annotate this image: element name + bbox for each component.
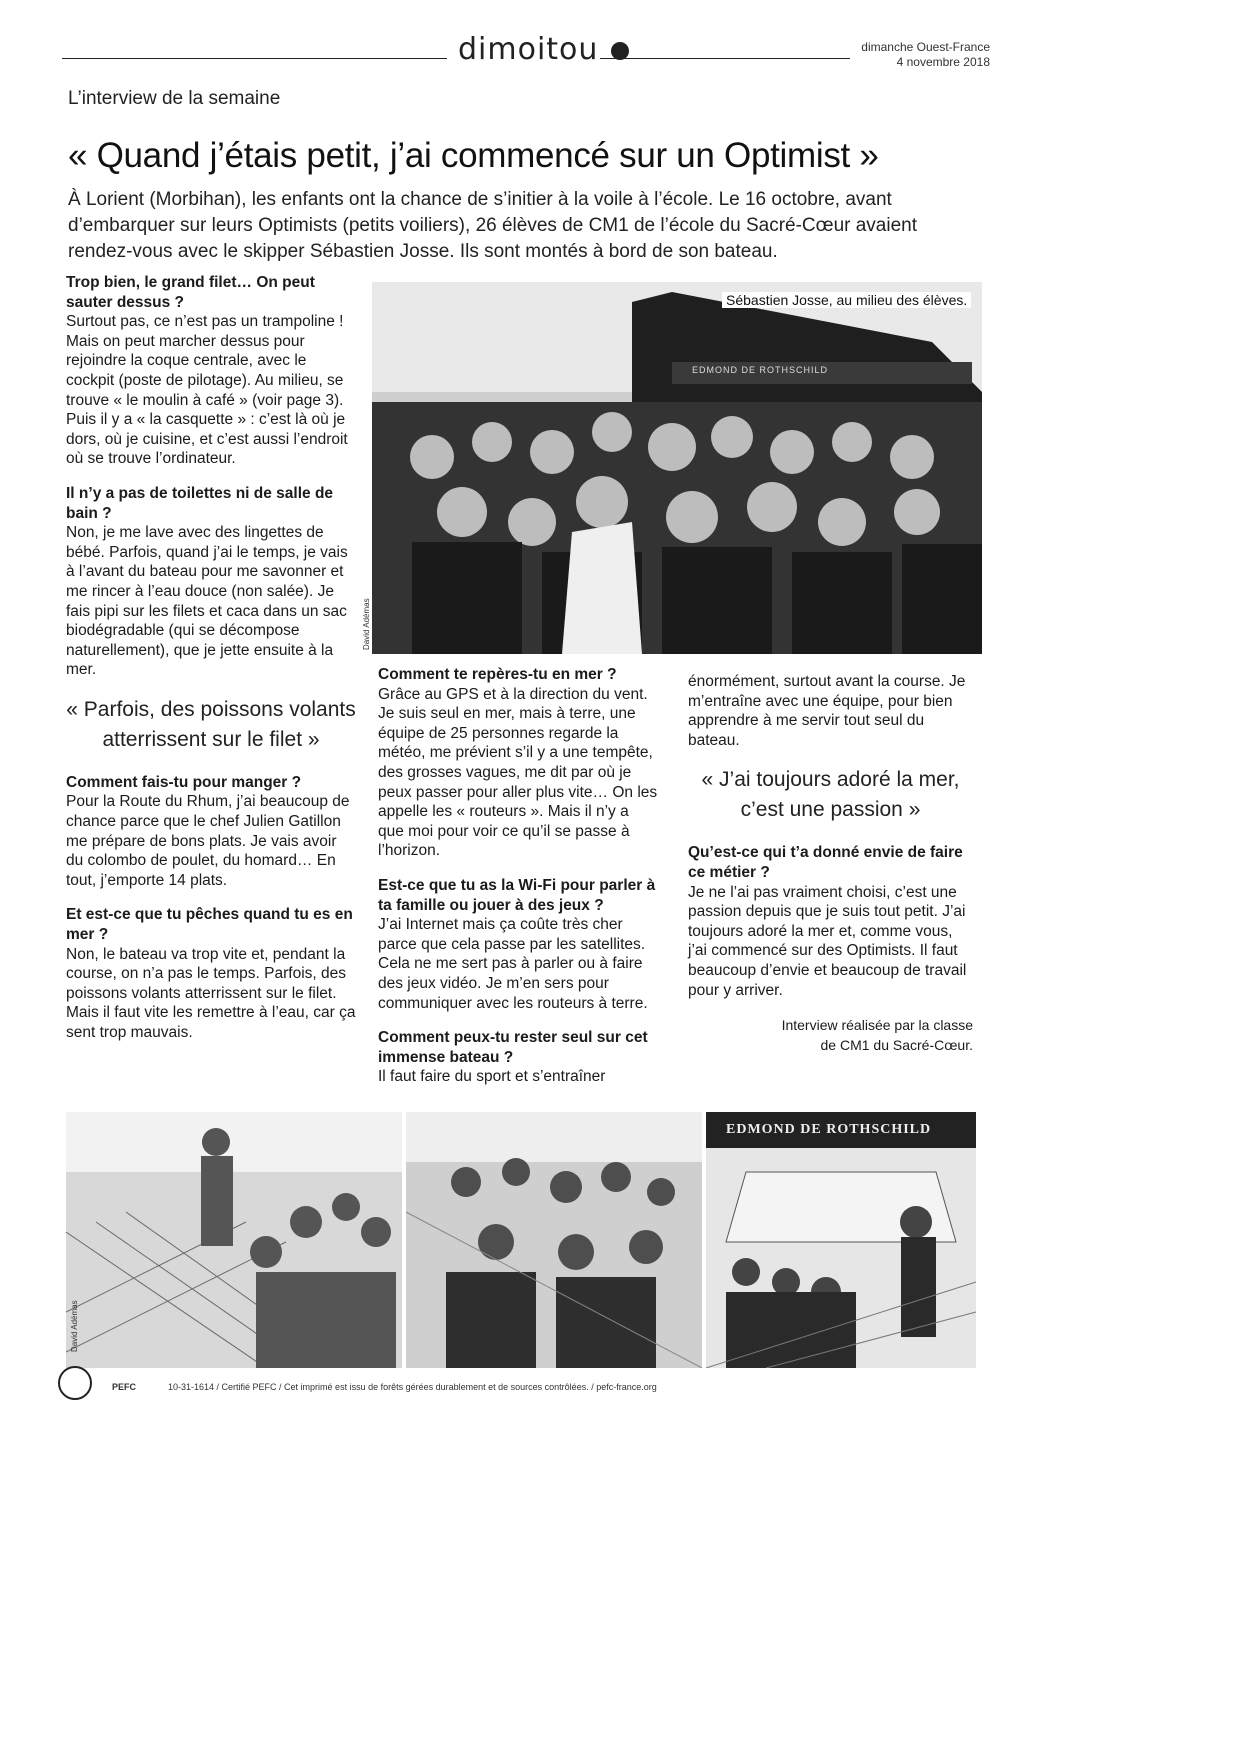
pefc-logo: PEFC xyxy=(112,1382,137,1392)
pefc-text: 10-31-1614 / Certifié PEFC / Cet imprimé est issu de forêts gérées durablement et de sources contrôlées. / pefc-france.org xyxy=(168,1382,657,1392)
headline: « Quand j’étais petit, j’ai commencé sur un Optimist » xyxy=(68,136,879,175)
answer: Grâce au GPS et à la direction du vent. Je suis seul en mer, mais à terre, une équipe de 25 personnes regarde la météo, me prévient s’il y a une tempête, des grosses vagues, me dit par où je peux passer pour aller plus vite… On les appelle les « routeurs ». Mais il n’y a que moi pour voir ce qu’il se passe à l’horizon. xyxy=(378,685,658,860)
answer: J’ai Internet mais ça coûte très cher parce que cela passe par les satellites. Cela ne me sert pas à parler ou à faire des jeux vidéo. Je m’en sers pour communiquer avec les routeurs à terre. xyxy=(378,916,648,1012)
column-3 xyxy=(688,672,973,1055)
answer: Il faut faire du sport et s’entraîner xyxy=(378,1068,606,1086)
brand-logo xyxy=(458,32,629,67)
qa-2 xyxy=(66,484,356,680)
column-2 xyxy=(378,665,658,1102)
bottom-photo-3 xyxy=(706,1112,976,1368)
chapeau: À Lorient (Morbihan), les enfants ont la chance de s’initier à la voile à l’école. Le 16 octobre, avant d’embarquer sur leurs Optimists (petits voiliers), 26 élèves de CM1 de l’école du Sacré-Cœur avaient rendez-vous avec le skipper Sébastien Josse. Ils sont montés à bord de son bateau. xyxy=(68,189,918,262)
question: Comment fais-tu pour manger ? xyxy=(66,773,302,791)
question: Et est-ce que tu pêches quand tu es en mer ? xyxy=(66,906,353,944)
answer: Surtout pas, ce n’est pas un trampoline ! Mais on peut marcher dessus pour rejoindre la coque centrale, avec le cockpit (poste de pilotage). Au milieu, se trouve « le moulin à café » (voir page 3). Puis il y a « la casquette » : c’est là où je dors, où je cuisine, et c’est aussi l’endroit où se trouve l’ordinateur. xyxy=(66,313,348,468)
answer: Non, le bateau va trop vite et, pendant la course, on n’a pas le temps. Parfois, des poissons volants atterrissent sur le filet. Mais il faut vite les remettre à l’eau, car ça sent trop mauvais. xyxy=(66,945,356,1041)
bottom-photo-2-graphic xyxy=(406,1112,702,1368)
qa-2 xyxy=(378,876,658,1013)
question: Comment te repères-tu en mer ? xyxy=(378,666,617,683)
qa-1 xyxy=(688,843,973,1000)
answer: Non, je me lave avec des lingettes de bébé. Parfois, quand j’ai le temps, je vais à l’avant du bateau pour me savonner et me rincer à l’eau douce (non salée). Je fais pipi sur les filets et caca dans un sac biodégradable (qui se décompose naturellement), que je jette ensuite à la mer. xyxy=(66,524,348,679)
header-rule-left xyxy=(62,58,447,59)
brand-text: dimoitou xyxy=(458,32,599,67)
column-1 xyxy=(66,273,356,1058)
rubric: L’interview de la semaine xyxy=(68,88,281,109)
qa-4 xyxy=(66,905,356,1042)
date-line-date: 4 novembre 2018 xyxy=(896,55,990,69)
qa-3 xyxy=(66,773,356,891)
main-photo-credit: David Adémas xyxy=(362,598,371,650)
date-line xyxy=(820,40,990,70)
hull-text: EDMOND DE ROTHSCHILD xyxy=(692,365,829,375)
bottom-photo-credit: David Adémas xyxy=(70,1300,79,1352)
pull-quote: « J’ai toujours adoré la mer, c’est une passion » xyxy=(701,768,960,822)
main-photo-graphic xyxy=(372,282,982,654)
header-rule-right xyxy=(600,58,850,59)
question: Qu’est-ce qui t’a donné envie de faire ce métier ? xyxy=(688,844,963,881)
qa-1 xyxy=(66,273,356,469)
question: Comment peux-tu rester seul sur cet immense bateau ? xyxy=(378,1029,648,1066)
answer-continued: énormément, surtout avant la course. Je m’entraîne avec une équipe, pour bien apprendre à me servir tout seul du bateau. xyxy=(688,673,966,749)
bottom-photo-1-graphic xyxy=(66,1112,402,1368)
main-photo-caption: Sébastien Josse, au milieu des élèves. xyxy=(722,292,971,308)
question: Trop bien, le grand filet… On peut sauter dessus ? xyxy=(66,274,315,311)
question: Est-ce que tu as la Wi-Fi pour parler à ta famille ou jouer à des jeux ? xyxy=(378,876,656,914)
bottom-photo-1 xyxy=(66,1112,402,1368)
question: Il n’y a pas de toilettes ni de salle de bain ? xyxy=(66,484,334,522)
main-photo xyxy=(372,282,982,654)
qa-1 xyxy=(378,665,658,861)
bottom-hull-text: EDMOND DE ROTHSCHILD xyxy=(726,1122,932,1137)
interview-credit: Interview réalisée par la classe de CM1 du Sacré-Cœur. xyxy=(781,1017,973,1054)
globe-icon xyxy=(611,42,629,60)
answer: Je ne l’ai pas vraiment choisi, c’est une passion depuis que je suis tout petit. J’ai toujours adoré la mer et, comme vous, j’ai commencé sur des Optimists. Il faut beaucoup d’envie et beaucoup de travail pour y arriver. xyxy=(688,883,967,999)
pull-quote: « Parfois, des poissons volants atterrissent sur le filet » xyxy=(66,697,356,751)
qa-3 xyxy=(378,1028,658,1087)
bottom-photo-2 xyxy=(406,1112,702,1368)
bottom-photo-3-graphic xyxy=(706,1112,976,1368)
recycle-logo-icon xyxy=(58,1366,92,1400)
date-line-paper: dimanche Ouest-France xyxy=(861,40,990,54)
answer: Pour la Route du Rhum, j’ai beaucoup de chance parce que le chef Julien Gatillon me prépare de bons plats. Je vais avoir du colombo de poulet, du homard… En tout, j’emporte 14 plats. xyxy=(66,793,350,889)
